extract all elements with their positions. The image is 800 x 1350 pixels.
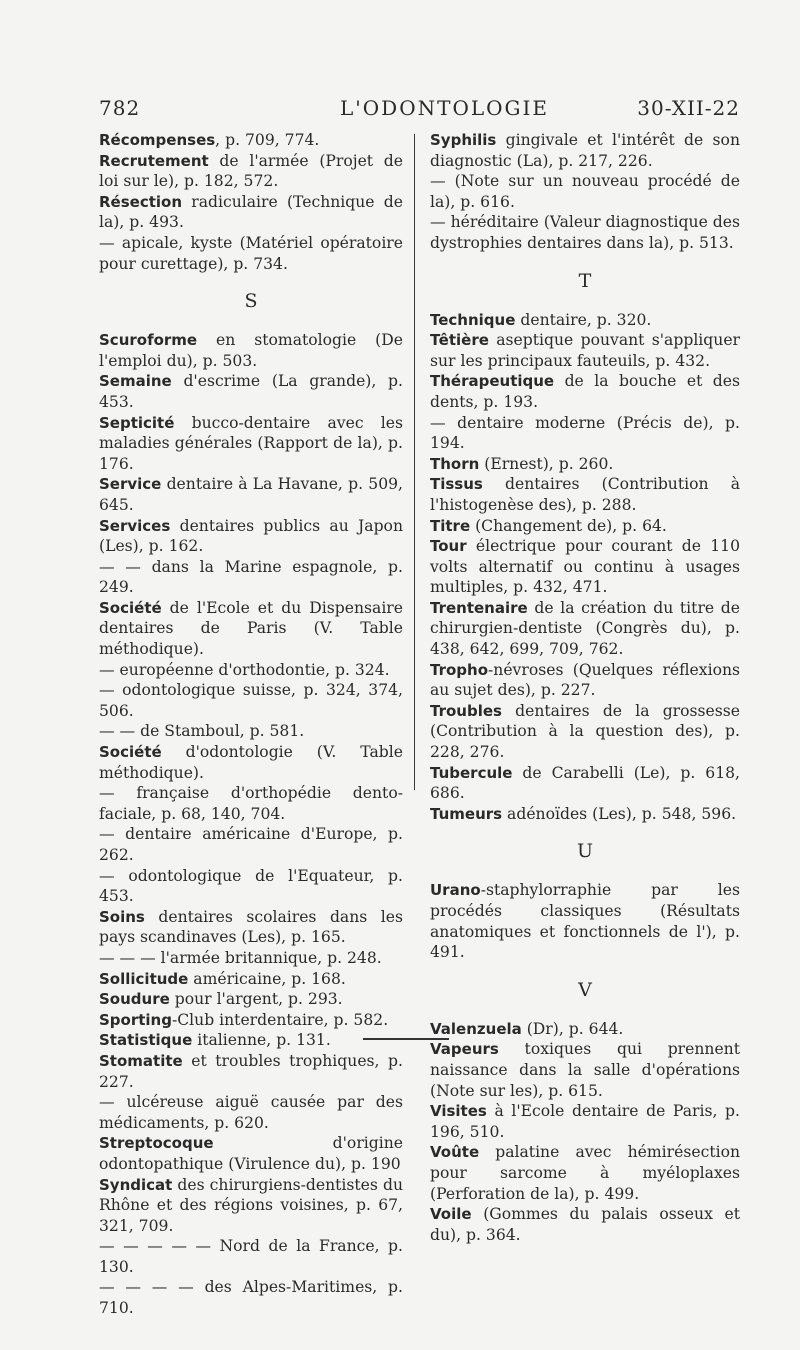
entry-headword: Recrutement — [99, 151, 209, 170]
entry-text: bucco-dentaire avec les maladies générales (Rapport de la), p. 176. — [99, 413, 403, 473]
entry-text: de l'Ecole et du Dispensaire dentaires de Paris (V. Table méthodique). — [99, 598, 403, 659]
entry-headword: Voile — [430, 1205, 472, 1224]
index-entry — [99, 969, 403, 990]
entry-headword: Société — [99, 743, 162, 762]
entry-headword: Visites — [430, 1102, 487, 1121]
entry-text: de la bouche et des dents, p. 193. — [430, 372, 740, 411]
entry-headword: Tubercule — [430, 763, 513, 782]
entry-headword: Scuroforme — [99, 331, 198, 350]
index-entry — [430, 598, 740, 660]
index-entry — [430, 763, 740, 804]
entry-headword: Soudure — [99, 990, 170, 1009]
entry-text: aseptique pouvant s'appliquer sur les principaux fauteuils, p. 432. — [430, 331, 740, 370]
issue-date: 30-XII-22 — [637, 96, 740, 120]
entry-text: de la création du titre de chirurgien-dentiste (Congrès du), p. 438, 642, 699, 709, 762. — [430, 598, 740, 659]
index-entry — [99, 1051, 403, 1092]
entry-headword: Voûte — [430, 1143, 480, 1162]
index-entry — [430, 171, 740, 212]
entry-text: -Club interdentaire, p. 582. — [171, 1010, 389, 1029]
entry-headword: Soins — [99, 907, 145, 926]
running-title: L'ODONTOLOGIE — [340, 96, 549, 120]
entry-text: à l'Ecole dentaire de Paris, p. 196, 510. — [430, 1102, 740, 1141]
entry-text: (Ernest), p. 260. — [479, 454, 614, 473]
entry-headword: Trentenaire — [430, 598, 528, 617]
index-entry — [99, 598, 403, 660]
entry-text: dentaires publics au Japon (Les), p. 162. — [99, 516, 403, 556]
entry-text: — odontologique de l'Equateur, p. 453. — [99, 866, 403, 906]
index-entry — [430, 130, 740, 171]
index-entry — [430, 536, 740, 598]
entry-text: dentaires scolaires dans les pays scandinaves (Les), p. 165. — [99, 907, 403, 947]
index-entry — [99, 1236, 403, 1277]
entry-text: — dentaire américaine d'Europe, p. 262. — [99, 825, 403, 864]
entry-text: -staphylorraphie par les procédés classiques (Résultats anatomiques et fonctionnels de l'), p. 491. — [430, 881, 740, 962]
entry-text: électrique pour courant de 110 volts alternatif ou continu à usages multiples, p. 432, 471. — [430, 537, 740, 597]
index-entry — [99, 742, 403, 783]
entry-headword: Tropho — [430, 660, 489, 679]
entry-headword: Résection — [99, 192, 183, 211]
index-entry — [99, 1175, 403, 1237]
entry-text: — héréditaire (Valeur diagnostique des dystrophies dentaires dans la), p. 513. — [430, 213, 740, 252]
entry-text: — française d'orthopédie dento-faciale, p. 68, 140, 704. — [99, 784, 403, 823]
entry-text: dentaire à La Havane, p. 509, 645. — [99, 475, 403, 514]
index-entry — [99, 233, 403, 274]
entry-text: , p. 709, 774. — [215, 131, 320, 149]
index-entry — [430, 804, 740, 825]
index-entry — [99, 680, 403, 721]
entry-text: italienne, p. 131. — [192, 1031, 331, 1050]
entry-headword: Société — [99, 598, 162, 617]
entry-headword: Tumeurs — [430, 804, 503, 823]
index-entry — [99, 330, 403, 371]
entry-text: — (Note sur un nouveau procédé de la), p. 616. — [430, 172, 740, 211]
entry-text: de Carabelli (Le), p. 618, 686. — [430, 763, 740, 803]
index-entry — [430, 1019, 740, 1040]
entry-text: et troubles trophiques, p. 227. — [99, 1051, 403, 1091]
index-entry — [99, 557, 403, 598]
index-entry — [99, 151, 403, 192]
entry-text: de l'armée (Projet de loi sur le), p. 182, 572. — [99, 151, 403, 191]
entry-text: (Dr), p. 644. — [521, 1019, 624, 1038]
entry-headword: Urano — [430, 881, 481, 900]
index-entry — [430, 516, 740, 537]
section-letter: S — [244, 290, 258, 313]
entry-text: d'odontologie (V. Table méthodique). — [99, 743, 403, 782]
section-letter: T — [578, 269, 592, 292]
index-entry — [430, 330, 740, 371]
index-entry — [99, 866, 403, 907]
end-rule — [363, 1038, 449, 1040]
entry-headword: Valenzuela — [430, 1019, 522, 1038]
index-entry — [430, 371, 740, 412]
section-letter: U — [576, 840, 593, 863]
index-entry — [99, 989, 403, 1010]
entry-text: des chirurgiens-dentistes du Rhône et des régions voisines, p. 67, 321, 709. — [99, 1175, 403, 1235]
column-divider — [414, 134, 415, 790]
index-entry — [99, 1092, 403, 1133]
index-entry — [430, 701, 740, 763]
entry-headword: Syndicat — [99, 1175, 173, 1194]
entry-text: -névroses (Quelques réflexions au sujet des), p. 227. — [430, 660, 740, 700]
entry-text: — européenne d'orthodontie, p. 324. — [99, 660, 390, 679]
entry-headword: Service — [99, 475, 162, 494]
entry-headword: Sollicitude — [99, 969, 189, 988]
index-entry — [99, 192, 403, 233]
index-entry — [99, 1030, 403, 1051]
entry-headword: Sporting — [99, 1010, 172, 1029]
page-number: 782 — [99, 96, 141, 120]
index-entry — [430, 413, 740, 454]
right-column — [430, 130, 740, 1245]
index-entry — [430, 660, 740, 701]
entry-headword: Septicité — [99, 413, 175, 432]
entry-text: (Gommes du palais osseux et du), p. 364. — [430, 1205, 740, 1244]
index-entry — [430, 1142, 740, 1204]
entry-text: dentaires de la grossesse (Contribution à la question des), p. 228, 276. — [430, 701, 740, 762]
index-entry — [430, 454, 740, 475]
index-entry — [430, 310, 740, 331]
entry-text: radiculaire (Technique de la), p. 493. — [99, 192, 403, 232]
index-entry — [99, 824, 403, 865]
entry-text: dentaires (Contribution à l'histogenèse des), p. 288. — [430, 475, 740, 514]
index-entry — [99, 721, 403, 742]
entry-headword: Statistique — [99, 1031, 193, 1050]
entry-headword: Tour — [430, 537, 467, 556]
entry-headword: Thérapeutique — [430, 372, 555, 391]
index-entry — [430, 1039, 740, 1101]
entry-headword: Vapeurs — [430, 1040, 499, 1059]
entry-text: — — — — — Nord de la France, p. 130. — [99, 1237, 403, 1276]
index-entry — [99, 130, 403, 151]
entry-text: gingivale et l'intérêt de son diagnostic (La), p. 217, 226. — [430, 131, 740, 170]
index-entry — [99, 783, 403, 824]
entry-text: adénoïdes (Les), p. 548, 596. — [502, 804, 737, 823]
entry-text: américaine, p. 168. — [188, 969, 346, 988]
entry-headword: Technique — [430, 310, 516, 329]
entry-text: — dentaire moderne (Précis de), p. 194. — [430, 413, 740, 453]
entry-text: dentaire, p. 320. — [515, 310, 652, 329]
index-entry — [430, 212, 740, 253]
entry-text: toxiques qui prennent naissance dans la salle d'opérations (Note sur les), p. 615. — [430, 1040, 740, 1100]
entry-headword: Semaine — [99, 372, 172, 391]
entry-headword: Streptocoque — [99, 1134, 214, 1153]
index-entry — [430, 880, 740, 962]
entry-text: — — — — des Alpes-Maritimes, p. 710. — [99, 1278, 403, 1318]
entry-text: d'escrime (La grande), p. 453. — [99, 372, 403, 411]
entry-headword: Syphilis — [430, 131, 497, 149]
index-entry — [99, 660, 403, 681]
entry-headword: Tissus — [430, 475, 483, 494]
index-entry — [99, 1133, 403, 1174]
entry-text: — ulcéreuse aiguë causée par des médicaments, p. 620. — [99, 1093, 403, 1132]
entry-text: — — dans la Marine espagnole, p. 249. — [99, 557, 403, 597]
entry-headword: Titre — [430, 516, 471, 535]
entry-text: — — — l'armée britannique, p. 248. — [99, 948, 382, 967]
index-entry — [99, 1277, 403, 1318]
entry-headword: Têtière — [430, 331, 489, 350]
entry-headword: Services — [99, 516, 171, 535]
entry-text: en stomatologie (De l'emploi du), p. 503. — [99, 331, 403, 370]
index-entry — [430, 1204, 740, 1245]
left-column — [99, 130, 403, 1319]
index-entry — [99, 907, 403, 948]
entry-text: palatine avec hémirésection pour sarcome à myéloplaxes (Perforation de la), p. 499. — [430, 1143, 740, 1203]
entry-text: — — de Stamboul, p. 581. — [99, 722, 305, 741]
index-entry — [99, 948, 403, 969]
entry-text: pour l'argent, p. 293. — [169, 990, 343, 1009]
entry-text: — apicale, kyste (Matériel opératoire pour curettage), p. 734. — [99, 233, 403, 273]
entry-headword: Thorn — [430, 454, 480, 473]
entry-text: d'origine odontopathique (Virulence du), p. 190 — [99, 1134, 403, 1173]
index-entry — [99, 1010, 403, 1031]
entry-text: — odontologique suisse, p. 324, 374, 506. — [99, 681, 403, 720]
index-entry — [430, 474, 740, 515]
page-header — [99, 96, 740, 126]
index-entry — [99, 413, 403, 475]
section-letter: V — [578, 978, 592, 1001]
index-entry — [99, 371, 403, 412]
index-entry — [99, 516, 403, 557]
entry-text: (Changement de), p. 64. — [470, 516, 667, 535]
entry-headword: Stomatite — [99, 1051, 183, 1070]
entry-headword: Troubles — [430, 701, 502, 720]
entry-headword: Récompenses — [99, 131, 216, 149]
index-entry — [430, 1101, 740, 1142]
index-entry — [99, 474, 403, 515]
